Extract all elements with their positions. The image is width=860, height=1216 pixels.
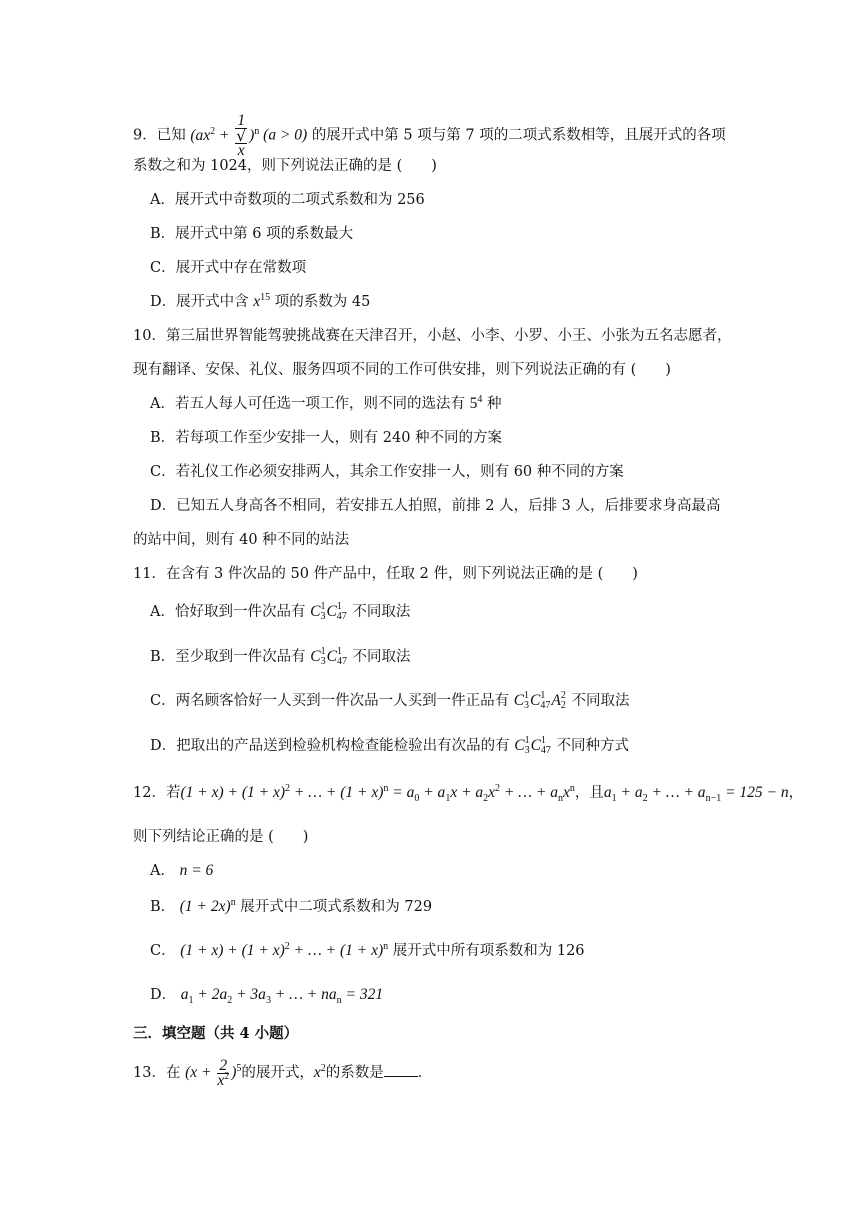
- section-heading: 三．填空题（共 4 小题）: [133, 1025, 299, 1042]
- q10-option-d-line1: D．已知五人身高各不相同，若安排五人拍照，前排 2 人，后排 3 人，后排要求身高最高: [150, 498, 721, 514]
- q11-option-a: A．恰好取到一件次品有 C 1 3 C 1 47 不同取法: [150, 601, 411, 623]
- q12-option-a: A． n = 6: [150, 862, 214, 879]
- q10-option-b: B．若每项工作至少安排一人，则有 240 种不同的方案: [150, 430, 503, 446]
- q10-option-d-line2: 的站中间，则有 40 种不同的站法: [133, 532, 350, 548]
- x15-term: $x^{15}$: [253, 291, 271, 310]
- q11-option-b: B．至少取到一件次品有 C 1 3 C 1 47 不同取法: [150, 646, 411, 668]
- q9-number: 9．: [133, 127, 157, 144]
- q12-line1: 12．若$(1 + x) + (1 + x)^2$ + … + $(1 + x)^n = a_0 + a_1x + a_2x^2$ + … + $a_nx^n$，且$a_1 + a_2$ + … + $a_{n-1} = 125 - n$，: [133, 782, 804, 805]
- sum-expression: $(1 + x) + (1 + x)^2$ + … + $(1 + x)^n$: [180, 940, 389, 959]
- q11-option-d: D．把取出的产品送到检验机构检查能检验出有次品的有 C 1 3 C 1 47 不同种方式: [150, 735, 630, 757]
- q12-line2: 则下列结论正确的是 ( ): [133, 829, 309, 845]
- q9-prefix: 已知: [156, 127, 186, 144]
- q9-condition: (a > 0): [263, 126, 308, 144]
- q12-option-d: D． $a_1 + 2a_2 + 3a_3$ + … + $na_n = 321$: [150, 986, 384, 1007]
- q13-expression: (x + $\frac{2}{x^2}$ )$^5$: [185, 1057, 242, 1089]
- q11-line1: 11．在含有 3 件次品的 50 件产品中，任取 2 件，则下列说法正确的是 ( ): [133, 566, 638, 582]
- combination-c3-c47-a2: C 1 3 C 1 47 A 2 2: [513, 690, 566, 712]
- weighted-sum: $a_1 + 2a_2 + 3a_3$ + … + $na_n = 321$: [180, 986, 384, 1007]
- q10-option-a: A．若五人每人可任选一项工作，则不同的选法有 $5^4$ 种: [150, 393, 502, 412]
- q9-option-c: C．展开式中存在常数项: [150, 260, 307, 276]
- x-squared: $x^2$: [313, 1062, 326, 1082]
- q9-line2: 系数之和为 1024，则下列说法正确的是 ( ): [133, 158, 437, 174]
- combination-c3-c47: C 1 3 C 1 47: [310, 646, 347, 668]
- q10-option-c: C．若礼仪工作必须安排两人，其余工作安排一人，则有 60 种不同的方案: [150, 464, 624, 480]
- power-5-4: $5^4$: [469, 393, 483, 412]
- combination-c3-c47: C 1 3 C 1 47: [310, 601, 347, 623]
- n-equals-6: n = 6: [179, 862, 214, 879]
- q9-option-b: B．展开式中第 6 项的系数最大: [150, 226, 354, 242]
- q9-option-a: A．展开式中奇数项的二项式系数和为 256: [150, 192, 425, 208]
- q11-option-c: C．两名顾客恰好一人买到一件次品一人买到一件正品有 C 1 3 C 1 47 A 2 2 不同取法: [150, 690, 630, 712]
- q9-option-d: D．展开式中含 $x^{15}$ 项的系数为 45: [150, 291, 371, 310]
- q9-line1: [133, 114, 726, 158]
- q10-line2: 现有翻译、安保、礼仪、服务四项不同的工作可供安排，则下列说法正确的有 ( ): [133, 362, 671, 378]
- answer-blank[interactable]: [384, 1062, 418, 1077]
- q12-condition: $a_1 + a_2$ + … + $a_{n-1} = 125 - n$: [603, 784, 789, 805]
- combination-c3-c47: C 1 3 C 1 47: [514, 735, 551, 757]
- q13-line1: 13．在 (x + $\frac{2}{x^2}$ )$^5$的展开式，$x^2$的系数是 ．: [133, 1057, 433, 1089]
- q10-line1: 10．第三届世界智能驾驶挑战赛在天津召开，小赵、小李、小罗、小王、小张为五名志愿者，: [133, 328, 732, 344]
- q12-option-c: C． $(1 + x) + (1 + x)^2$ + … + $(1 + x)^n$ 展开式中所有项系数和为 126: [150, 940, 585, 959]
- binomial-1-plus-2x: $(1 + 2x)^n$: [179, 896, 236, 915]
- q9-text: 的展开式中第 5 项与第 7 项的二项式系数相等，且展开式的各项: [311, 127, 726, 144]
- q12-identity: $(1 + x) + (1 + x)^2$ + … + $(1 + x)^n = a_0 + a_1x + a_2x^2$ + … + $a_nx^n$: [180, 782, 575, 805]
- q12-option-b: B． $(1 + 2x)^n$ 展开式中二项式系数和为 729: [150, 896, 433, 915]
- q9-expression: ($ax^2$ + 1 √ x )$^n$: [190, 112, 260, 159]
